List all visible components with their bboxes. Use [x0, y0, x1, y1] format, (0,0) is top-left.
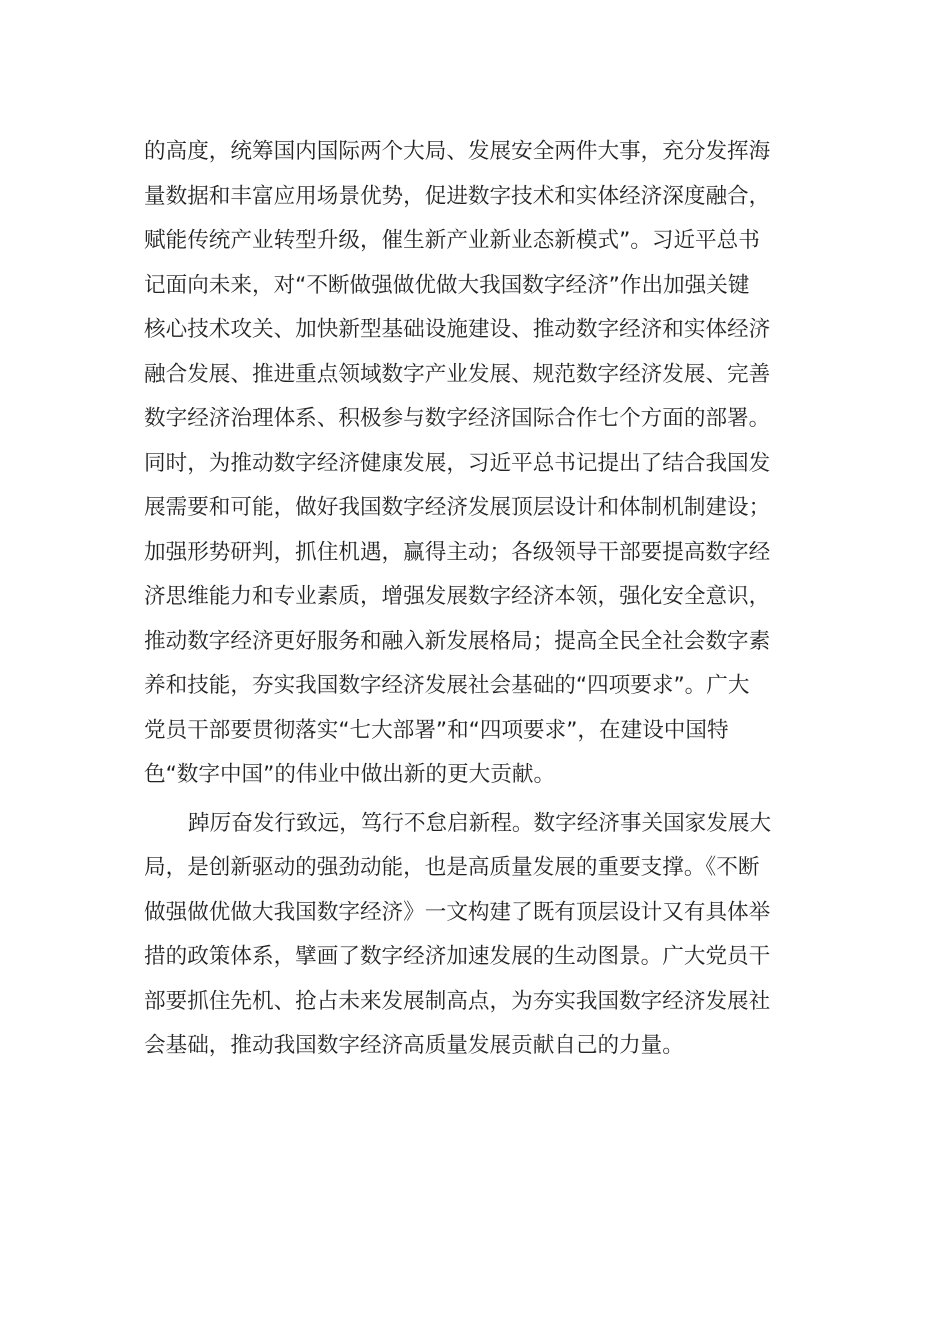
paragraph-line: 记面向未来，对“不断做强做优做大我国数字经济”作出加强关键	[144, 272, 750, 298]
paragraph-line: 色“数字中国”的伟业中做出新的更大贡献。	[144, 762, 556, 787]
paragraph-line: 养和技能，夯实我国数字经济发展社会基础的“四项要求”。广大	[144, 673, 750, 698]
paragraph-2	[144, 802, 804, 1069]
paragraph-line: 数字经济治理体系、积极参与数字经济国际合作七个方面的部署。	[144, 406, 771, 431]
paragraph-line: 党员干部要贯彻落实“七大部署”和“四项要求”，在建设中国特	[144, 717, 729, 743]
paragraph-line: 赋能传统产业转型升级，催生新产业新业态新模式”。习近平总书	[144, 228, 760, 253]
paragraph-line: 同时，为推动数字经济健康发展，习近平总书记提出了结合我国发	[144, 450, 771, 476]
document-body	[144, 130, 804, 1069]
paragraph-line: 踔厉奋发行致远，笃行不怠启新程。数字经济事关国家发展大	[188, 810, 772, 836]
paragraph-line: 局，是创新驱动的强劲动能，也是高质量发展的重要支撑。《不断	[144, 855, 760, 880]
paragraph-1	[144, 130, 804, 798]
paragraph-line: 会基础，推动我国数字经济高质量发展贡献自己的力量。	[144, 1033, 684, 1058]
paragraph-line: 融合发展、推进重点领域数字产业发展、规范数字经济发展、完善	[144, 361, 771, 387]
paragraph-line: 展需要和可能，做好我国数字经济发展顶层设计和体制机制建设；	[144, 495, 771, 520]
paragraph-line: 济思维能力和专业素质，增强发展数字经济本领，强化安全意识，	[144, 584, 771, 609]
paragraph-line: 措的政策体系，擘画了数字经济加速发展的生动图景。广大党员干	[144, 944, 771, 969]
paragraph-line: 核心技术攻关、加快新型基础设施建设、推动数字经济和实体经济	[144, 317, 771, 342]
paragraph-line: 部要抓住先机、抢占未来发展制高点，为夯实我国数字经济发展社	[144, 988, 771, 1014]
paragraph-line: 做强做优做大我国数字经济》一文构建了既有顶层设计又有具体举	[144, 899, 771, 925]
paragraph-line: 的高度，统筹国内国际两个大局、发展安全两件大事，充分发挥海	[144, 139, 771, 164]
paragraph-line: 量数据和丰富应用场景优势，促进数字技术和实体经济深度融合，	[144, 183, 771, 209]
paragraph-line: 推动数字经济更好服务和融入新发展格局；提高全民全社会数字素	[144, 628, 771, 654]
paragraph-line: 加强形势研判，抓住机遇，赢得主动；各级领导干部要提高数字经	[144, 539, 771, 565]
